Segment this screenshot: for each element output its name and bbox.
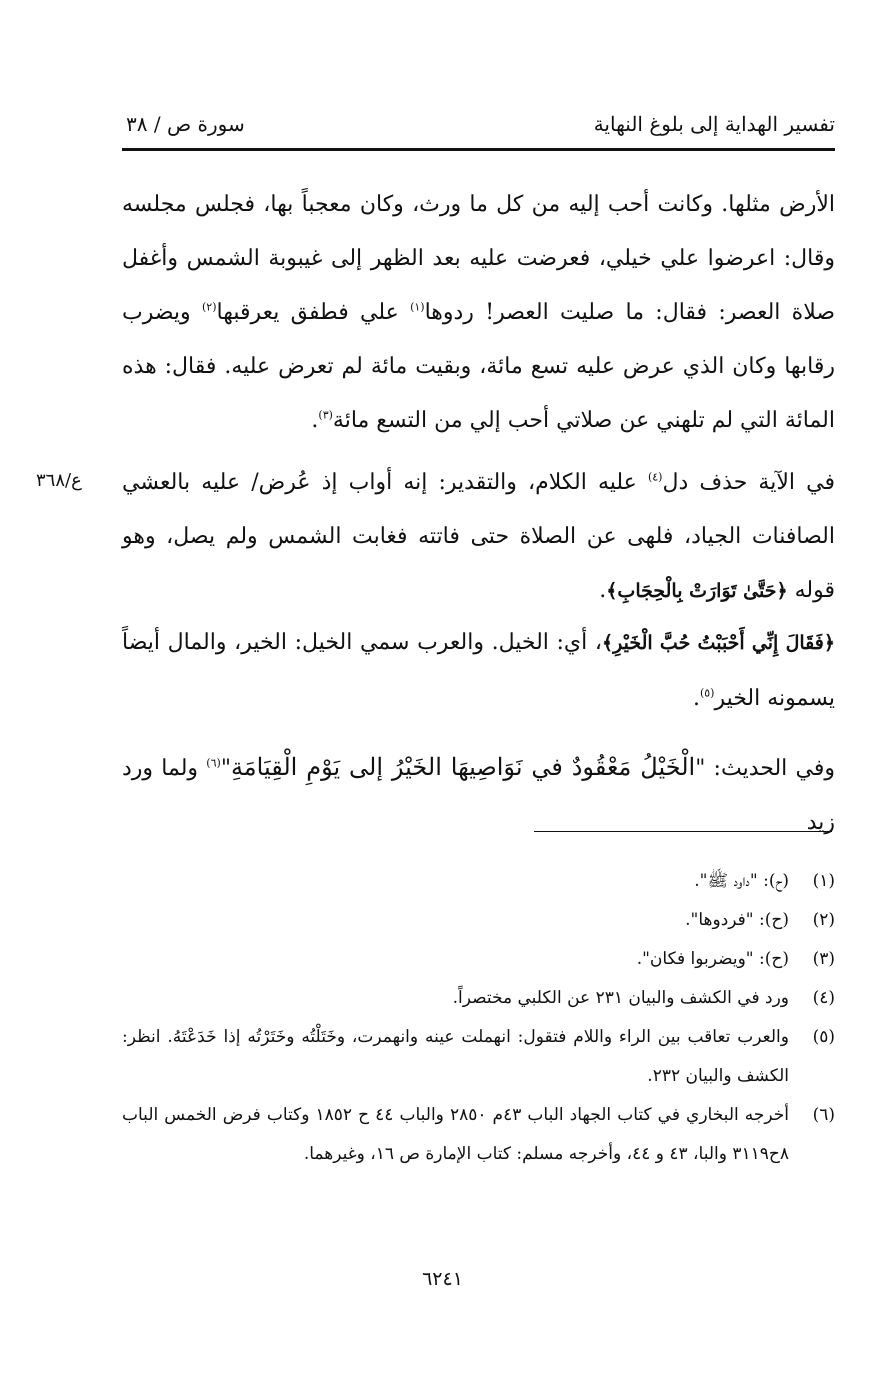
footnote-item bbox=[122, 862, 835, 901]
footnotes-separator bbox=[534, 831, 832, 832]
footnote-item bbox=[122, 940, 835, 979]
footnote-marker-6[interactable]: (٦) bbox=[206, 756, 221, 770]
running-header-book-title: تفسير الهداية إلى بلوغ النهاية bbox=[593, 112, 835, 136]
quran-verse-1: ﴿حَتَّىٰ تَوَارَتْ بِالْحِجَابِ﴾ bbox=[606, 580, 788, 602]
paragraph-4-text-c: ولما ورد زيد bbox=[122, 756, 835, 835]
paragraph-1-text-c: ويضرب رقابها وكان الذي عرض عليه تسع مائة، وبقيت مائة لم تعرض عليه. فقال: هذه المائة التي لم تلهني عن صلاتي أحب إلي من التسع مائة bbox=[122, 300, 835, 433]
page-number: ٦٢٤١ bbox=[422, 1268, 463, 1290]
paragraph-1-text-d: . bbox=[311, 408, 319, 433]
paragraph-4-text-b: " bbox=[220, 756, 231, 781]
paragraph-1 bbox=[122, 178, 835, 448]
footnote-text: والعرب تعاقب بين الراء واللام فتقول: انهملت عينه وانهمرت، وخَتَلْتُه وخَتَرْتُه إذا خَدَعْتَهُ. انظر: الكشف والبيان ٢٣٢. bbox=[122, 1027, 789, 1086]
margin-manuscript-ref: ع/٣٦٨ bbox=[36, 470, 82, 491]
footnote-text: أخرجه البخاري في كتاب الجهاد الباب ٤٣م ٢٨٥٠ والباب ٤٤ ح ١٨٥٢ وكتاب فرض الخمس الباب ٨ح٣١١٩ والبا، ٤٣ و ٤٤، وأخرجه مسلم: كتاب الإمارة ص ١٦، وغيرهما. bbox=[122, 1105, 790, 1164]
footnote-text: ورد في الكشف والبيان ٢٣١ عن الكلبي مختصراً. bbox=[452, 988, 789, 1008]
footnote-number: (٣) bbox=[812, 949, 835, 969]
footnote-number: (٤) bbox=[812, 988, 835, 1008]
footnote-item bbox=[122, 901, 835, 940]
footnote-number: (٦) bbox=[812, 1105, 835, 1125]
paragraph-2-text-b: عليه الكلام، والتقدير: إنه أواب إذ عُرض/ عليه بالعشي الصافنات الجياد، فلهى عن الصلاة حتى فاتته فغابت الشمس ولم يصل، وهو قوله bbox=[122, 470, 835, 603]
quran-verse-2: ﴿فَقَالَ إِنِّي أَحْبَبْتُ حُبَّ الْخَيْرِ﴾ bbox=[601, 632, 835, 654]
footnote-item bbox=[122, 1096, 835, 1174]
footnote-item bbox=[122, 1018, 835, 1096]
footnote-text: (ح): "فردوها". bbox=[685, 910, 789, 930]
footnote-marker-5[interactable]: (٥) bbox=[699, 686, 715, 700]
footnote-item bbox=[122, 979, 835, 1018]
paragraph-2-text-a: في الآية حذف دل bbox=[662, 470, 835, 495]
footnote-marker-2[interactable]: (٢) bbox=[201, 300, 217, 314]
footnote-marker-4[interactable]: (٤) bbox=[647, 470, 663, 484]
footnote-marker-3[interactable]: (٣) bbox=[318, 408, 333, 422]
footnote-marker-1[interactable]: (١) bbox=[410, 300, 425, 314]
paragraph-4-text-a: وفي الحديث: " bbox=[695, 756, 835, 781]
paragraph-1-text-a: الأرض مثلها. وكانت أحب إليه من كل ما ورث، وكان معجباً بها، فجلس مجلسه وقال: اعرضوا علي خيلي، فعرضت عليه بعد الظهر إلى غيبوبة الشمس وأغفل صلاة العصر: فقال: ما صليت العصر! ردوها bbox=[122, 192, 836, 325]
footnote-number: (١) bbox=[812, 871, 835, 891]
running-header-surah: سورة ص / ٣٨ bbox=[126, 112, 245, 136]
paragraph-1-text-b: علي فطفق يعرقبها bbox=[216, 300, 411, 325]
paragraph-2 bbox=[122, 456, 835, 618]
header-rule bbox=[122, 148, 835, 151]
paragraph-4 bbox=[122, 740, 835, 850]
paragraph-3-text-b: . bbox=[692, 686, 700, 711]
footnote-text: (ح): "داود ﷺ". bbox=[694, 871, 789, 891]
footnote-number: (٢) bbox=[812, 910, 835, 930]
footnote-number: (٥) bbox=[812, 1027, 835, 1047]
paragraph-2-text-c: . bbox=[599, 578, 607, 603]
paragraph-3-text-a: ، أي: الخيل. والعرب سمي الخيل: الخير، والمال أيضاً يسمونه الخير bbox=[122, 630, 835, 711]
footnote-text: (ح): "ويضربوا فكان". bbox=[636, 949, 789, 969]
paragraph-3 bbox=[122, 615, 835, 727]
footnotes-list bbox=[122, 862, 835, 1174]
hadith-quote: الْخَيْلُ مَعْقُودٌ في نَوَاصِيهَا الخَيْرُ إلى يَوْمِ الْقِيَامَةِ bbox=[230, 753, 696, 781]
